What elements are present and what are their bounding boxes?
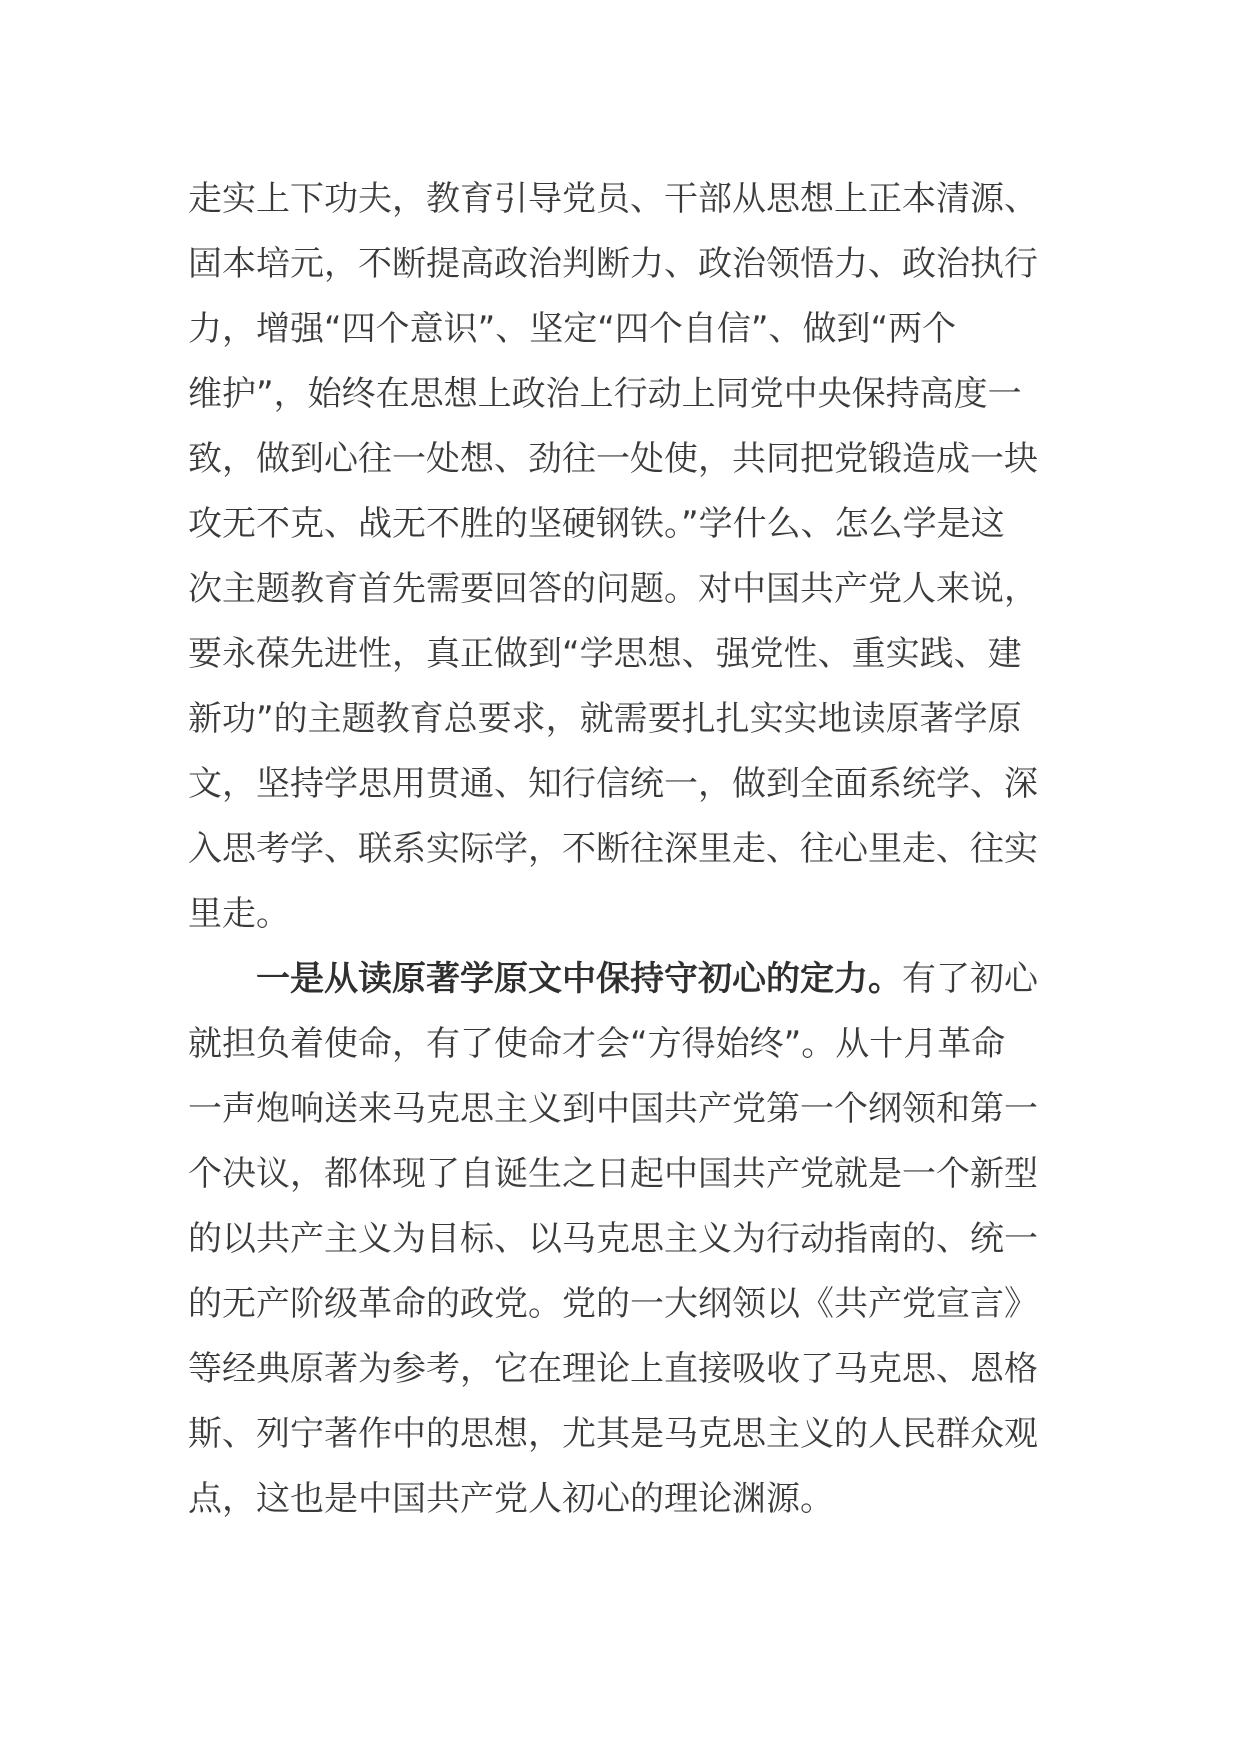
text-line: 的无产阶级革命的政党。党的一大纲领以《共产党宣言》	[188, 1284, 1038, 1324]
text-line: 入思考学、联系实际学，不断往深里走、往心里走、往实	[188, 829, 1038, 869]
text-line: 力，增强“四个意识”、坚定“四个自信”、做到“两个	[188, 309, 957, 349]
text-line	[188, 947, 1038, 1012]
text-line: 的以共产主义为目标、以马克思主义为行动指南的、统一	[188, 1219, 1038, 1259]
text-line: 等经典原著为参考，它在理论上直接吸收了马克思、恩格	[188, 1349, 1038, 1389]
text-line: 次主题教育首先需要回答的问题。对中国共产党人来说，	[188, 569, 1038, 609]
text-line: 个决议，都体现了自诞生之日起中国共产党就是一个新型	[188, 1154, 1038, 1194]
heading-continuation: 有了初心	[902, 959, 1038, 999]
text-line: 新功”的主题教育总要求，就需要扎扎实实地读原著学原	[188, 699, 1022, 739]
text-line: 走实上下功夫，教育引导党员、干部从思想上正本清源、	[188, 179, 1038, 219]
paragraph-2	[188, 947, 1038, 1532]
paragraph-heading: 一是从读原著学原文中保持守初心的定力。	[256, 959, 902, 999]
text-line: 一声炮响送来马克思主义到中国共产党第一个纲领和第一	[188, 1089, 1038, 1129]
body-text	[188, 167, 1038, 1532]
text-line: 里走。	[188, 894, 290, 934]
text-line: 就担负着使命，有了使命才会“方得始终”。从十月革命	[188, 1024, 1006, 1064]
text-line: 斯、列宁著作中的思想，尤其是马克思主义的人民群众观	[188, 1414, 1038, 1454]
text-line: 维护”，始终在思想上政治上行动上同党中央保持高度一	[188, 374, 1022, 414]
text-line: 致，做到心往一处想、劲往一处使，共同把党锻造成一块	[188, 439, 1038, 479]
text-line: 要永葆先进性，真正做到“学思想、强党性、重实践、建	[188, 634, 1022, 674]
text-line: 点，这也是中国共产党人初心的理论渊源。	[188, 1479, 834, 1519]
text-line: 固本培元，不断提高政治判断力、政治领悟力、政治执行	[188, 244, 1038, 284]
paragraph-1	[188, 167, 1038, 947]
text-line: 攻无不克、战无不胜的坚硬钢铁。”学什么、怎么学是这	[188, 504, 1005, 544]
text-line: 文，坚持学思用贯通、知行信统一，做到全面系统学、深	[188, 764, 1038, 804]
